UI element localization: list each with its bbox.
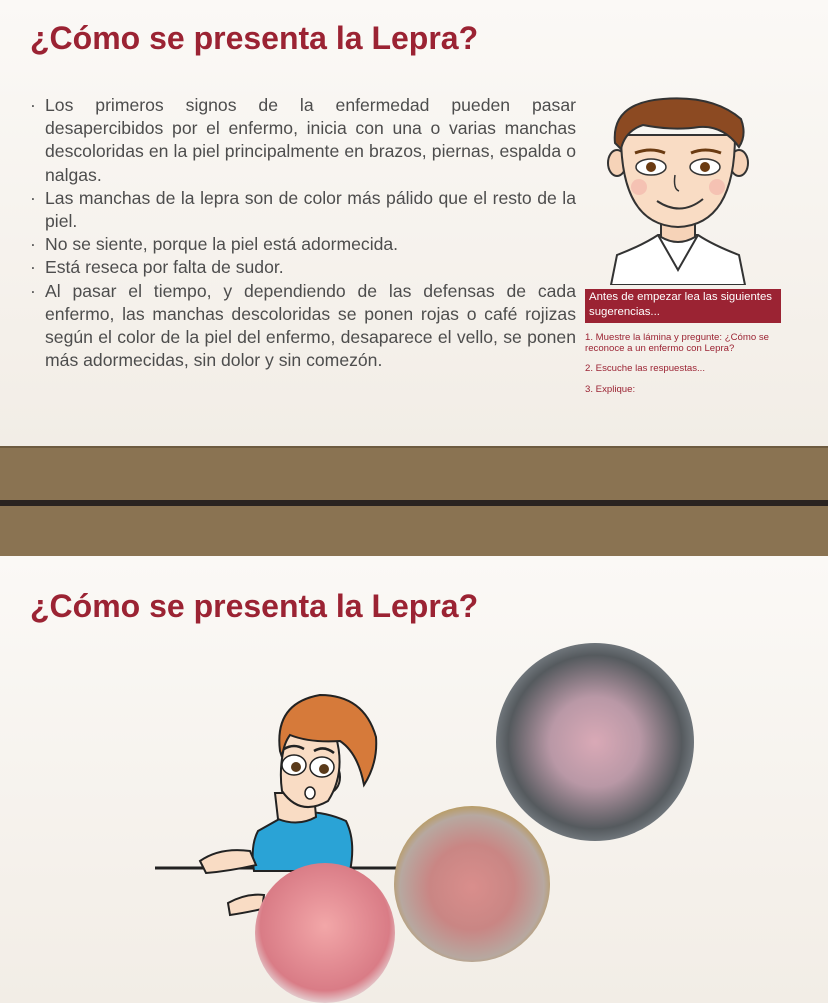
bullet-item: · Los primeros signos de la enfermedad pueden pasar desapercibidos por el enfermo, inicia con una o varias manchas descoloridas en la piel principalmente en brazos, piernas, espalda o nalgas.: [30, 95, 576, 185]
bullet-item: · Está reseca por falta de sudor.: [30, 257, 284, 278]
step-item: 2. Escuche las respuestas...: [585, 363, 705, 374]
slide-title: ¿Cómo se presenta la Lepra?: [30, 20, 479, 56]
skin-lesion-photo-icon: [255, 863, 395, 1003]
bullet-item: · No se siente, porque la piel está adormecida.: [30, 234, 399, 255]
tips-box: Antes de empezar lea las siguientes sugerencias...: [585, 289, 781, 323]
steps-list: [585, 332, 790, 405]
slide-1: [0, 0, 828, 446]
bullet-item: · Las manchas de la lepra son de color más pálido que el resto de la piel.: [30, 187, 576, 232]
doctor-illustration-icon: [603, 95, 753, 285]
step-item: 3. Explique:: [585, 384, 636, 395]
skin-lesion-photo-icon: [496, 643, 694, 841]
slide-title: ¿Cómo se presenta la Lepra?: [30, 588, 479, 624]
slide-2: [0, 556, 828, 1003]
step-item: 1. Muestre la lámina y pregunte: ¿Cómo se reconoce a un enfermo con Lepra?: [585, 332, 769, 354]
divider-band: [0, 506, 828, 558]
skin-lesion-photo-icon: [394, 806, 550, 962]
bullet-list: [28, 94, 576, 372]
divider-band: [0, 446, 828, 500]
bullet-item: · Al pasar el tiempo, y dependiendo de las defensas de cada enfermo, las manchas descoloridas se ponen rojas o café rojizas según el color de la piel del enfermo, desaparece el vello, se ponen más adormecidas, sin dolor y sin comezón.: [30, 280, 576, 371]
